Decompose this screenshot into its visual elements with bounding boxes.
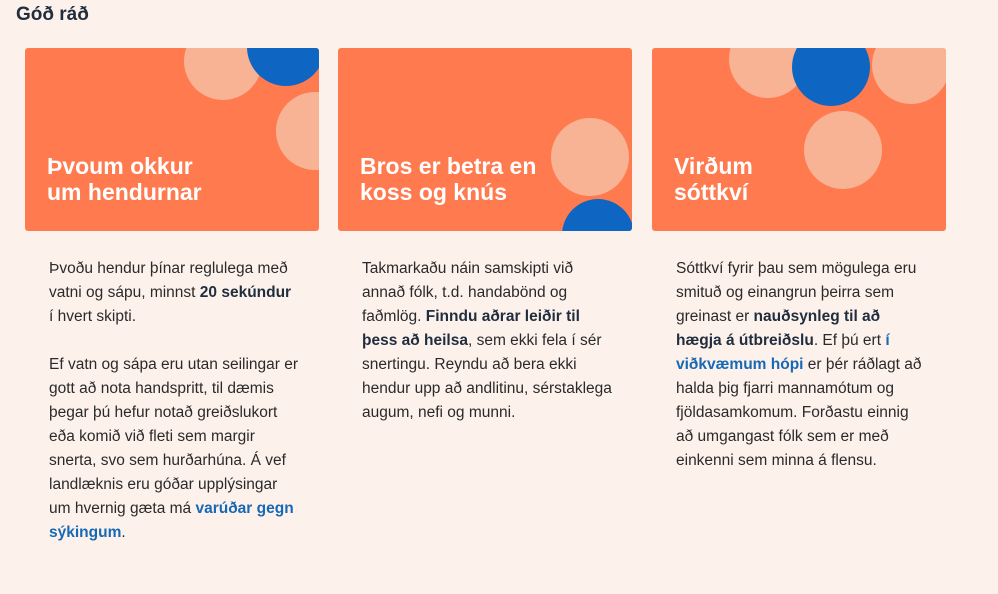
card-title: Virðum sóttkví xyxy=(674,153,753,205)
tip-card-quarantine xyxy=(652,48,946,231)
tip-card-greeting xyxy=(338,48,632,231)
paragraph: Ef vatn og sápa eru utan seilingar er gott að nota handspritt, til dæmis þegar þú hefur notað greiðslukort eða komið við fleti sem margir snerta, svo sem hurðarhúna. Á vef landlæknis eru góðar upplýsingar um hvernig gæta má varúðar gegn sýkingum. xyxy=(49,356,299,541)
tip-card-handwashing xyxy=(25,48,319,231)
decorative-circle xyxy=(276,92,319,170)
decorative-circle xyxy=(872,48,946,104)
infection-precautions-link[interactable]: varúðar gegn sýkingum xyxy=(49,500,294,541)
tip-text-quarantine xyxy=(676,257,926,497)
vulnerable-groups-link[interactable]: í viðkvæmum hópi xyxy=(676,332,890,373)
card-title: Þvoum okkur um hendurnar xyxy=(47,153,202,205)
tip-text-greeting xyxy=(362,257,612,449)
section-title: Góð ráð xyxy=(16,4,89,25)
tip-text-handwashing xyxy=(49,257,299,569)
paragraph: Takmarkaðu náin samskipti við annað fólk, t.d. handabönd og faðmlög. Finndu aðrar leiðir til þess að heilsa, sem ekki fela í sér snertingu. Reyndu að bera ekki hendur upp að andlitinu, sérstaklega augum, nefi og munni. xyxy=(362,260,612,421)
decorative-circle xyxy=(247,48,319,86)
paragraph: Þvoðu hendur þínar reglulega með vatni og sápu, minnst 20 sekúndur í hvert skipti. xyxy=(49,260,292,325)
paragraph: Sóttkví fyrir þau sem mögulega eru smituð og einangrun þeirra sem greinast er nauðsynleg til að hægja á útbreiðslu. Ef þú ert í viðkvæmum hópi er þér ráðlagt að halda þig fjarri mannamótum og fjöldasamkomum. Forðastu einnig að umgangast fólk sem er með einkenni sem minna á flensu. xyxy=(676,260,922,469)
card-title: Bros er betra en koss og knús xyxy=(360,153,537,205)
decorative-circle xyxy=(792,48,870,106)
